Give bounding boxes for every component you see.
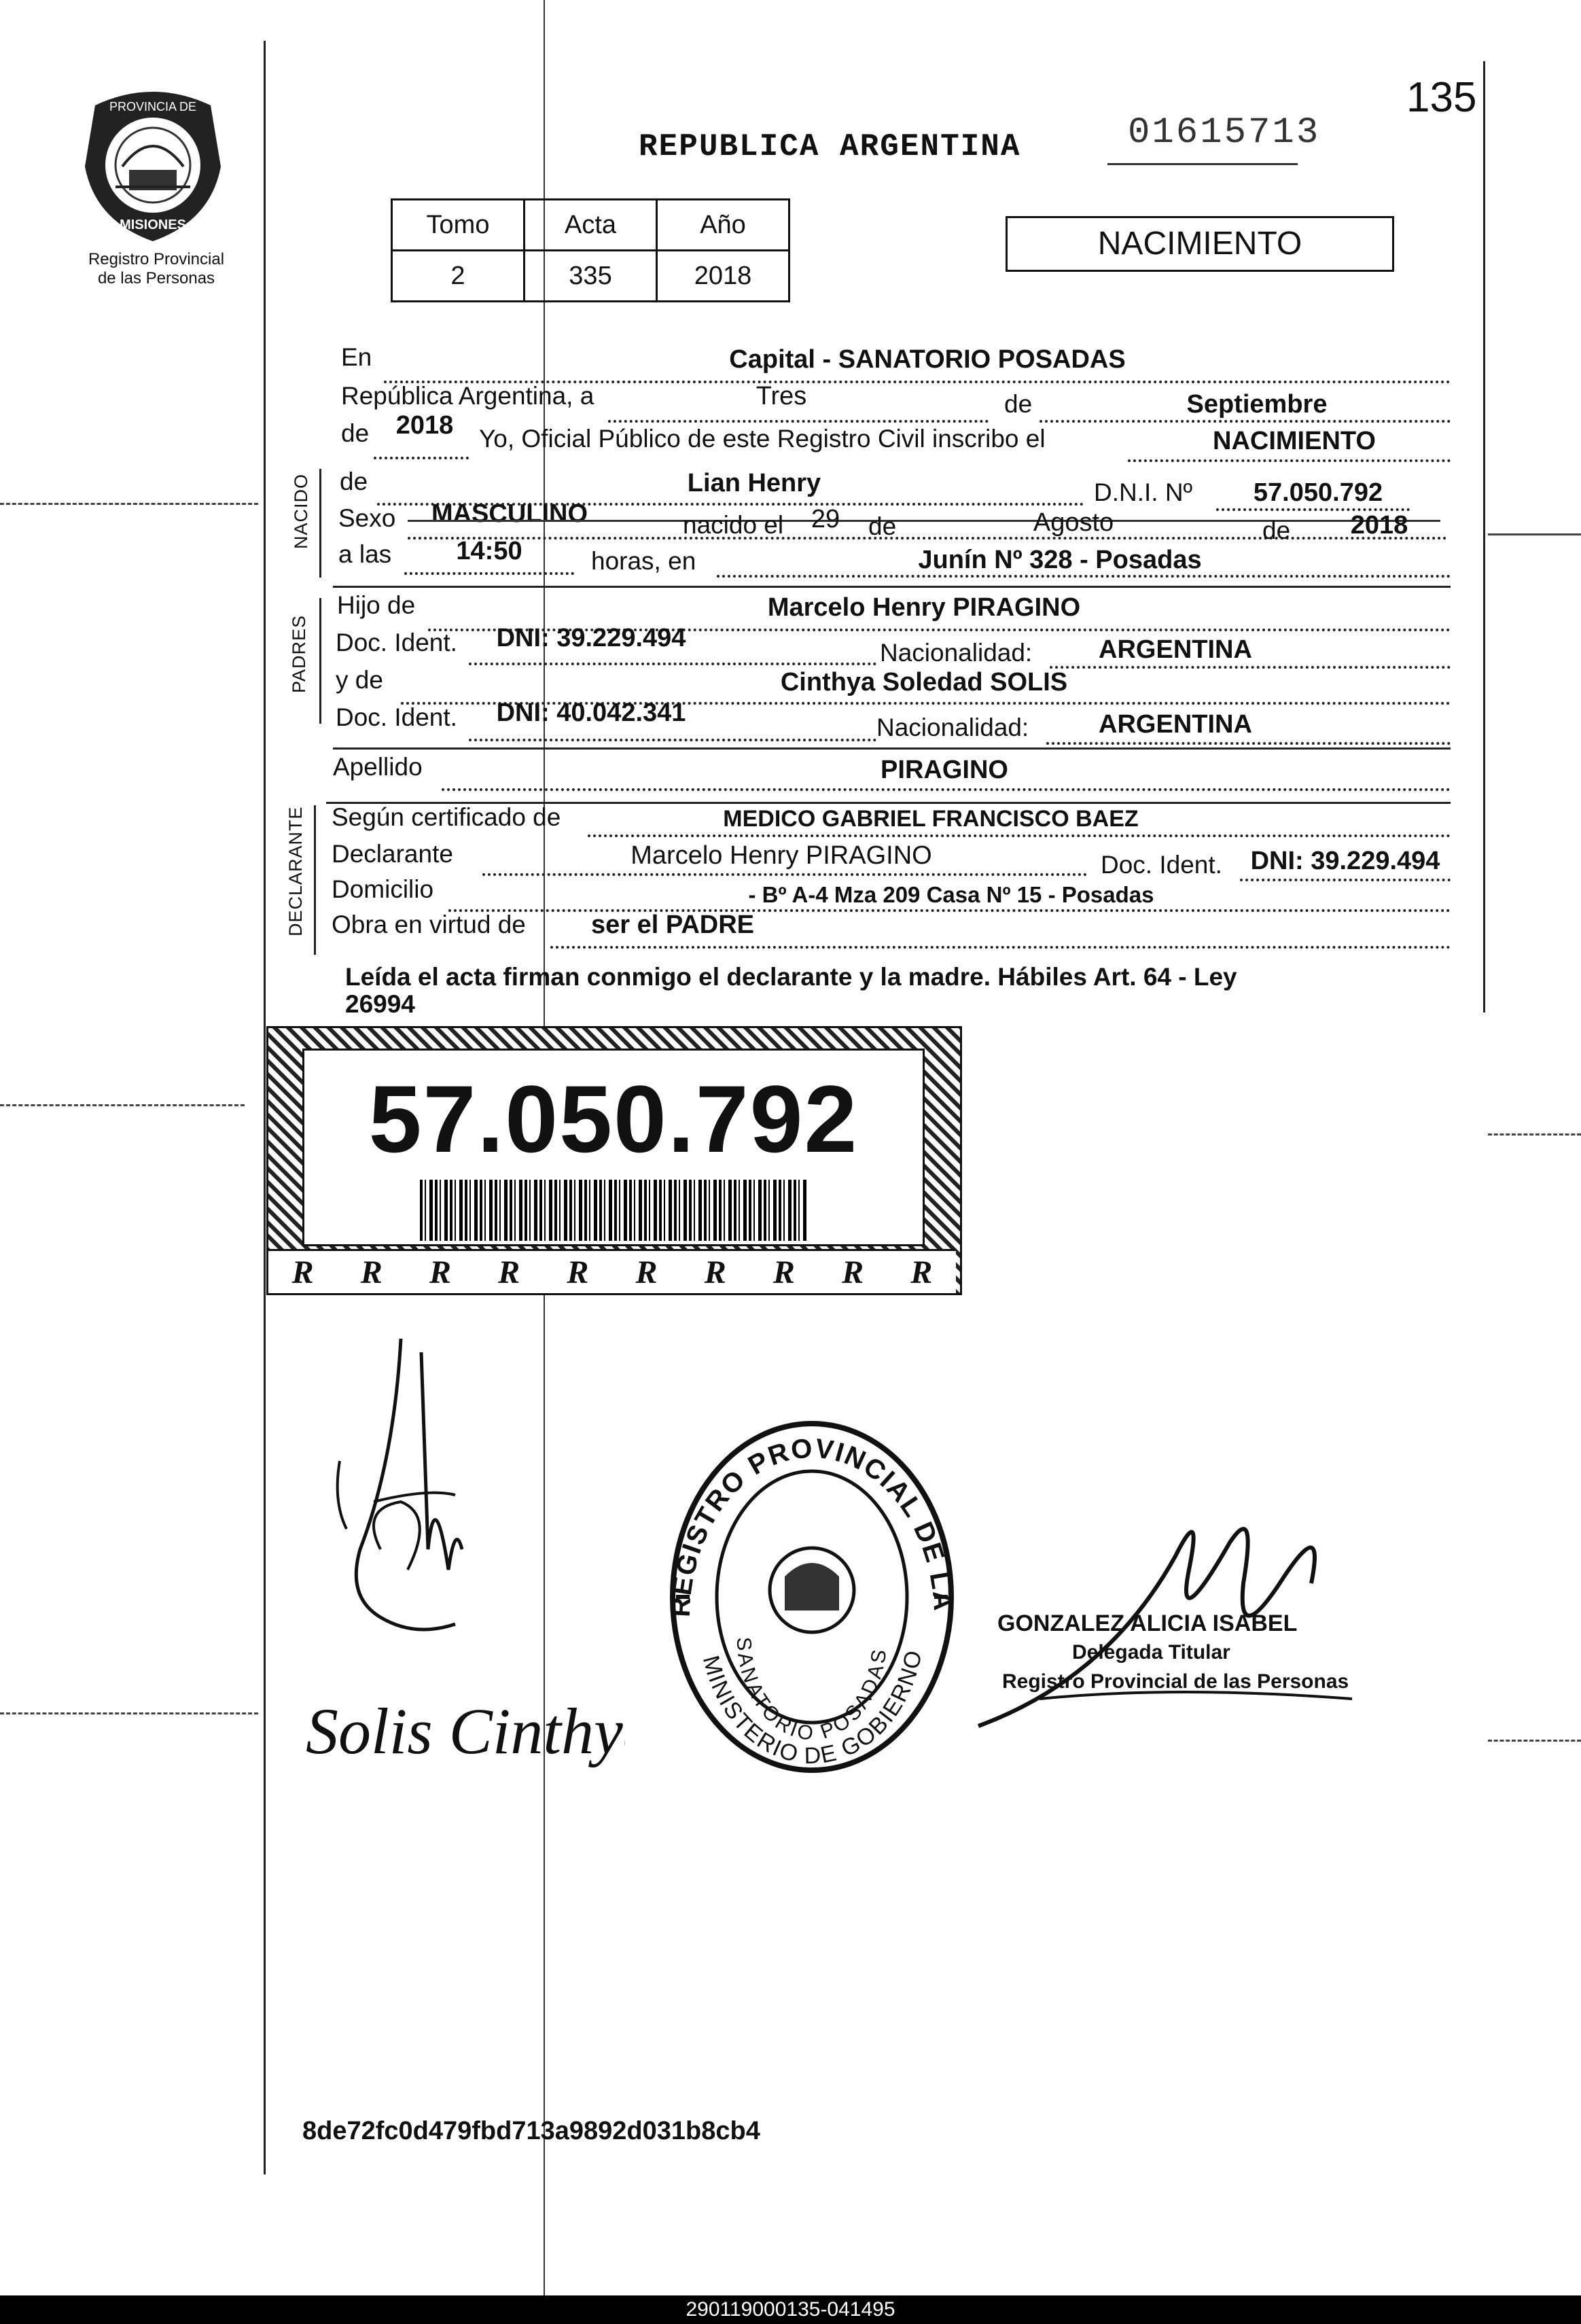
sticker-band	[268, 1249, 956, 1293]
declarante-label: Declarante	[332, 840, 453, 868]
svg-text:PROVINCIA DE: PROVINCIA DE	[109, 100, 197, 113]
page-number: 135	[1406, 74, 1477, 121]
svg-text:REGISTRO PROVINCIAL DE LAS PER: REGISTRO PROVINCIAL DE LA	[665, 1433, 959, 1618]
en-value: Capital - SANATORIO POSADAS	[729, 345, 1126, 374]
serial-number: 01615713	[1128, 112, 1321, 154]
de2-label: de	[341, 419, 370, 447]
y-de-label: y de	[336, 666, 383, 694]
official-institution: Registro Provincial de las Personas	[1002, 1670, 1349, 1693]
sticker-band-letter: R	[635, 1254, 658, 1290]
nacionalidad-label: Nacionalidad:	[880, 639, 1033, 667]
obra-label: Obra en virtud de	[332, 911, 526, 938]
birth-year-value: 2018	[1350, 511, 1408, 540]
logo-caption-line1: Registro Provincial	[88, 250, 225, 268]
de3-label: de	[340, 468, 368, 495]
country-title: REPUBLICA ARGENTINA	[639, 129, 1021, 164]
record-header-ano: Año	[657, 200, 789, 251]
father-value: Marcelo Henry PIRAGINO	[767, 593, 1081, 622]
place-value: Junín Nº 328 - Posadas	[918, 546, 1202, 574]
declarante-signature	[319, 1325, 523, 1665]
doc-ident2-label: Doc. Ident.	[336, 703, 457, 731]
year-value: 2018	[395, 411, 454, 440]
obra-value: ser el PADRE	[590, 911, 755, 939]
record-value-acta: 335	[525, 251, 657, 302]
birth-day-value: 29	[811, 505, 840, 533]
province-logo	[75, 85, 231, 245]
separator	[333, 747, 1451, 750]
domicilio-value: - Bº A-4 Mza 209 Casa Nº 15 - Posadas	[748, 882, 1154, 907]
logo-caption-line2: de las Personas	[97, 269, 215, 287]
sticker-band-letter: R	[704, 1254, 726, 1290]
republica-label: República Argentina, a	[341, 382, 594, 410]
sticker-barcode	[420, 1180, 807, 1241]
sticker-band-letter: R	[910, 1254, 933, 1290]
sexo-label: Sexo	[338, 504, 396, 532]
svg-text:MINISTERIO DE GOBIERNO: MINISTERIO DE GOBIERNO	[697, 1647, 928, 1770]
margin-dash	[0, 1104, 245, 1106]
apellido-value: PIRAGINO	[881, 756, 1008, 784]
padres-bracket	[319, 598, 321, 724]
mother-signature	[299, 1678, 625, 1801]
dotline	[404, 572, 574, 575]
mother-value: Cinthya Soledad SOLIS	[780, 668, 1068, 697]
en-label: En	[341, 343, 372, 371]
sticker-dni-number: 57.050.792	[368, 1066, 859, 1172]
svg-text:Solis Cinthya: Solis Cinthya	[306, 1695, 625, 1767]
doc-ident-label: Doc. Ident.	[336, 629, 457, 656]
dotline	[1046, 742, 1451, 745]
de4-label: de	[868, 512, 897, 540]
dotline	[469, 663, 876, 665]
margin-dash	[0, 503, 258, 505]
dotline	[608, 420, 989, 423]
margin-dash	[1488, 1740, 1581, 1742]
dotline	[717, 575, 1451, 578]
birth-month-value: Agosto	[1033, 508, 1114, 537]
sticker-band-letter: R	[291, 1254, 314, 1290]
sticker-band-letter: R	[429, 1254, 451, 1290]
certificado-value: MEDICO GABRIEL FRANCISCO BAEZ	[723, 806, 1139, 832]
dotline	[1050, 666, 1451, 669]
dotline	[550, 946, 1451, 949]
sticker-band-letter: R	[360, 1254, 383, 1290]
legal-note-line1: Leída el acta firman conmigo el declarante y la madre. Hábiles Art. 64 - Ley	[345, 963, 1237, 991]
sticker-band-letter: R	[842, 1254, 864, 1290]
dotline	[1240, 879, 1451, 881]
padres-section-label: PADRES	[289, 614, 309, 693]
logo-caption	[68, 250, 245, 288]
separator	[333, 586, 1451, 588]
dotline	[482, 873, 1087, 876]
day-value: Tres	[756, 382, 807, 410]
dni-label: D.N.I. Nº	[1094, 478, 1193, 506]
sexo-value: MASCULINO	[431, 499, 588, 528]
name-value: Lian Henry	[687, 469, 821, 497]
legal-note	[345, 964, 1459, 1018]
hour-value: 14:50	[456, 537, 522, 565]
nacido-section-label: NACIDO	[291, 473, 311, 549]
mother-nat-value: ARGENTINA	[1099, 710, 1252, 739]
footer-strip	[0, 2295, 1581, 2324]
father-doc-value: DNI: 39.229.494	[496, 624, 686, 652]
dotline	[1040, 420, 1451, 423]
record-header-acta: Acta	[525, 200, 657, 251]
dotline	[588, 834, 1451, 837]
record-value-ano: 2018	[657, 251, 789, 302]
sticker-band-letter: R	[772, 1254, 795, 1290]
document-hash: 8de72fc0d479fbd713a9892d031b8cb4	[302, 2117, 760, 2145]
de-label: de	[1004, 390, 1033, 418]
doc-type-box: NACIMIENTO	[1006, 216, 1394, 272]
official-name: GONZALEZ ALICIA ISABEL	[997, 1610, 1298, 1636]
left-margin-line	[264, 41, 266, 2175]
dotline	[469, 739, 876, 741]
declarante-bracket	[314, 805, 316, 955]
footer-barcode-caption: 290119000135-041495	[686, 2298, 895, 2321]
declarante-doc-value: DNI: 39.229.494	[1250, 847, 1440, 875]
month-value: Septiembre	[1186, 390, 1328, 419]
a-las-label: a las	[338, 540, 392, 568]
sticker-band-letter: R	[498, 1254, 520, 1290]
sticker-band-letter: R	[567, 1254, 589, 1290]
horas-label: horas, en	[591, 547, 696, 575]
margin-dash	[1488, 1133, 1581, 1135]
official-role: Delegada Titular	[1072, 1641, 1230, 1663]
certificado-label: Según certificado de	[332, 803, 561, 831]
de5-label: de	[1262, 516, 1291, 544]
record-value-tomo: 2	[392, 251, 525, 302]
nacido-el-label: nacido el	[683, 511, 784, 539]
dotline	[374, 457, 469, 459]
dni-value: 57.050.792	[1253, 478, 1383, 507]
svg-text:MISIONES: MISIONES	[120, 217, 186, 232]
dotline	[442, 788, 1451, 791]
round-stamp	[662, 1413, 961, 1780]
declarante-section-label: DECLARANTE	[285, 806, 306, 936]
record-header-tomo: Tomo	[392, 200, 525, 251]
serial-underline	[1107, 163, 1298, 165]
hijo-label: Hijo de	[337, 591, 416, 619]
svg-text:SANATORIO POSADAS: SANATORIO POSADAS	[732, 1636, 891, 1745]
apellido-label: Apellido	[333, 753, 423, 781]
declarante-value: Marcelo Henry PIRAGINO	[630, 841, 932, 870]
right-margin-line	[1483, 61, 1485, 1013]
domicilio-label: Domicilio	[332, 875, 434, 903]
legal-note-line2: 26994	[345, 990, 415, 1018]
margin-dash	[0, 1712, 258, 1714]
sticker-panel	[302, 1049, 925, 1246]
mother-doc-value: DNI: 40.042.341	[496, 699, 686, 727]
nacionalidad2-label: Nacionalidad:	[876, 714, 1029, 741]
nacido-bracket	[319, 469, 321, 578]
yo-label: Yo, Oficial Público de este Registro Civil inscribo el	[479, 425, 1046, 453]
dni-sticker	[266, 1026, 962, 1295]
father-nat-value: ARGENTINA	[1099, 635, 1252, 664]
inscribo-value: NACIMIENTO	[1213, 427, 1376, 455]
dotline	[1128, 459, 1451, 462]
doc-ident3-label: Doc. Ident.	[1101, 851, 1222, 879]
margin-dash	[1488, 533, 1581, 535]
record-table	[391, 198, 790, 302]
